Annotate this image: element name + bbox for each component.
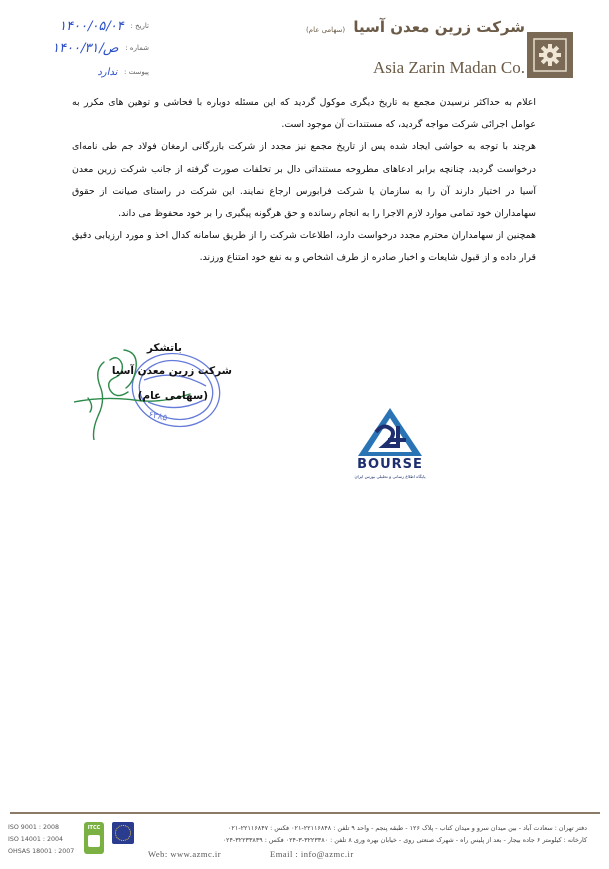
footer-factory-address: کارخانه : کیلومتر ۶ جاده بیجار - بعد از پلیس راه - شهرک صنعتی روی - خیابان بهره وری ۸ تلفن : ۳۲۲۳۳۸۰-۳-۰۲۴ فکس : ۳۲۲۳۳۸۳۹-۰۲۴ xyxy=(222,836,587,844)
date-label: تاریخ : xyxy=(130,22,149,30)
footer-email[interactable]: Email : info@azmc.ir xyxy=(270,849,354,859)
gear-icon xyxy=(533,38,567,72)
signature-company: شرکت زرین معدن آسیا xyxy=(111,365,232,377)
paragraph-2: هرچند با توجه به حواشی ایجاد شده پس از تاریخ مجمع نیز مجدد از شرکت بازرگانی ارمغان فولاد جم طی نامه‌ای درخواست گردید، چنانچه برابر ادعاهای مطروحه مستنداتی دال بر تخلفات صورت گرفته از جانب شرکت زرین معدن آسیا در اختیار دارند آن را به سازمان یا شرکت فرابورس ارجاع نمایند. این شرکت در راستای صیانت از حقوق سهامداران خود تمامی موارد لازم الاجرا را به انجام رسانده و حق هرگونه پیگیری را بر خود محفوظ می داند. xyxy=(72,141,536,220)
iso-14001: ISO 14001 : 2004 xyxy=(8,836,63,843)
signature-company-type: (سهامی عام) xyxy=(137,390,208,402)
number-label: شماره : xyxy=(125,44,149,52)
date-value: ۱۴۰۰/۰۵/۰۴ xyxy=(58,18,127,34)
iso-list xyxy=(8,822,74,858)
company-name-fa xyxy=(265,18,525,36)
bourse-word: BOURSE xyxy=(357,457,423,472)
bourse-logo xyxy=(346,406,434,484)
footer-divider xyxy=(10,812,600,814)
paragraph-3: همچنین از سهامداران محترم مجدد درخواست دارد، اطلاعات شرکت را از طریق سامانه کدال اخذ و مورد ارزیابی دقیق قرار داده و از قبول شایعات و اخبار صادره از طرف اشخاص و به نفع خود امتناع ورزند. xyxy=(72,230,536,264)
footer-office-address: دفتر تهران : سعادت آباد - بین میدان سرو و میدان کتاب - پلاک ۱۲۶ - طبقه پنجم - واحد ۹ تلفن : ۲۲۱۱۶۸۴۸-۰۲۱ فکس : ۲۲۱۱۶۸۴۷-۰۲۱ xyxy=(228,824,587,832)
number-row xyxy=(53,40,149,56)
bourse-emblem-icon xyxy=(346,406,434,458)
check-icon xyxy=(88,835,100,847)
attachment-row xyxy=(98,64,149,80)
attachment-value: ندارد xyxy=(96,66,120,78)
ohsas-18001: OHSAS 18001 : 2007 xyxy=(8,848,75,855)
date-row xyxy=(60,18,149,34)
attachment-label: پیوست : xyxy=(124,68,149,76)
itcc-certificate-logo xyxy=(84,822,104,854)
company-type-fa: (سهامی عام) xyxy=(306,26,346,34)
company-logo xyxy=(527,32,573,78)
paragraph-1: اعلام به حداکثر نرسیدن مجمع به تاریخ دیگری موکول گردید که این مسئله دوباره با فحاشی و توهین های مکرر به عوامل اجرائی شرکت مواجه گردید، که مستندات آن موجود است. xyxy=(72,97,536,131)
signature-block xyxy=(74,340,232,440)
signature-closing: باتشکر xyxy=(146,342,182,354)
itcc-label: ITCC xyxy=(87,825,101,831)
svg-text:۶۳۸۵: ۶۳۸۵ xyxy=(147,409,169,424)
company-name-fa-text: شرکت زرین معدن آسیا xyxy=(353,18,525,36)
company-name-en: Asia Zarin Madan Co. xyxy=(372,58,525,77)
bourse-caption: پایگاه اطلاع رسانی و تحلیلی بورس ایران xyxy=(354,474,426,479)
footer-web[interactable]: Web: www.azmc.ir xyxy=(148,849,222,859)
iso-9001: ISO 9001 : 2008 xyxy=(8,824,59,831)
number-value: ۱۴۰۰/ص/۳۱ xyxy=(51,40,121,56)
eu-stars-icon xyxy=(115,825,131,841)
letter-body xyxy=(72,92,536,270)
